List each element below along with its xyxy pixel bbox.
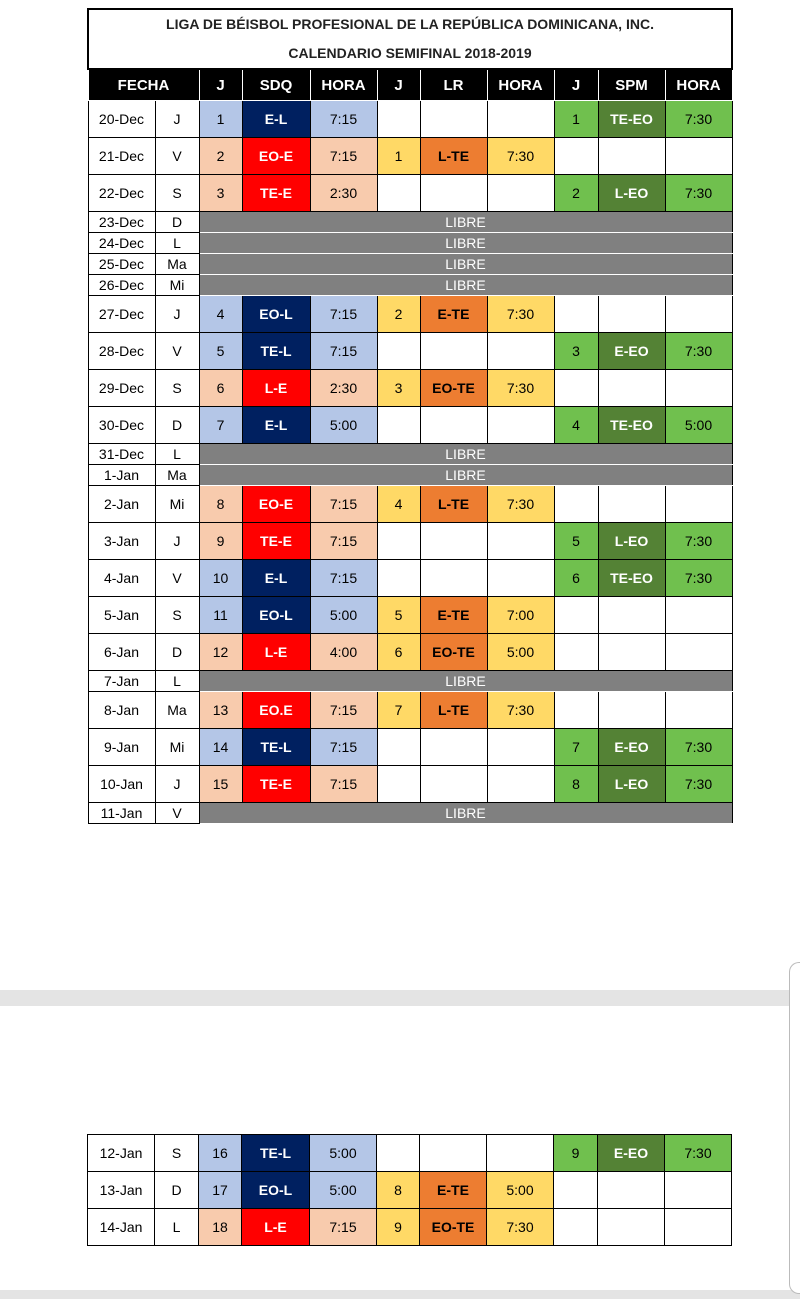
libre-row — [88, 275, 732, 296]
date-cell: 13-Jan — [88, 1172, 155, 1209]
lr-time: 7:00 — [487, 597, 554, 634]
lr-matchup: EO-TE — [420, 370, 487, 407]
sdq-game-number: 3 — [199, 175, 242, 212]
sdq-time: 2:30 — [310, 370, 377, 407]
spm-matchup — [598, 296, 665, 333]
date-cell: 8-Jan — [88, 692, 155, 729]
spm-time — [665, 597, 732, 634]
header-sdq: SDQ — [242, 69, 310, 101]
lr-time — [487, 175, 554, 212]
date-cell: 24-Dec — [88, 233, 155, 254]
sdq-time: 5:00 — [310, 1172, 377, 1209]
lr-matchup — [420, 729, 487, 766]
spm-time — [665, 296, 732, 333]
spm-game-number: 4 — [554, 407, 598, 444]
spm-game-number: 2 — [554, 175, 598, 212]
game-row — [88, 333, 732, 370]
day-cell: V — [155, 560, 199, 597]
date-cell: 20-Dec — [88, 101, 155, 138]
lr-matchup — [420, 333, 487, 370]
sdq-time: 7:15 — [310, 523, 377, 560]
lr-game-number: 6 — [377, 634, 420, 671]
date-cell: 30-Dec — [88, 407, 155, 444]
header-j-sdq: J — [199, 69, 242, 101]
date-cell: 5-Jan — [88, 597, 155, 634]
lr-matchup — [420, 407, 487, 444]
schedule-subtitle: CALENDARIO SEMIFINAL 2018-2019 — [88, 38, 732, 69]
spm-time: 7:30 — [665, 333, 732, 370]
spm-time — [665, 370, 732, 407]
lr-matchup: L-TE — [420, 692, 487, 729]
libre-cell: LIBRE — [199, 275, 732, 296]
header-hora-sdq: HORA — [310, 69, 377, 101]
sdq-game-number: 10 — [199, 560, 242, 597]
sdq-time: 4:00 — [310, 634, 377, 671]
day-cell: L — [155, 1209, 199, 1246]
lr-game-number: 9 — [377, 1209, 420, 1246]
game-row — [88, 634, 732, 671]
lr-time: 5:00 — [487, 634, 554, 671]
lr-game-number: 7 — [377, 692, 420, 729]
spm-game-number — [554, 1209, 598, 1246]
lr-game-number — [377, 101, 420, 138]
spm-game-number: 8 — [554, 766, 598, 803]
lr-game-number — [377, 1135, 420, 1172]
spm-matchup — [598, 597, 665, 634]
day-cell: L — [155, 233, 199, 254]
game-row — [88, 407, 732, 444]
lr-matchup: EO-TE — [420, 1209, 487, 1246]
game-row — [88, 597, 732, 634]
lr-matchup: L-TE — [420, 486, 487, 523]
sdq-matchup: L-E — [242, 370, 310, 407]
lr-time: 7:30 — [487, 370, 554, 407]
spm-matchup — [598, 486, 665, 523]
lr-matchup: E-TE — [420, 1172, 487, 1209]
date-cell: 3-Jan — [88, 523, 155, 560]
sdq-matchup: L-E — [242, 1209, 310, 1246]
spm-matchup: L-EO — [598, 766, 665, 803]
spm-game-number: 6 — [554, 560, 598, 597]
game-row — [88, 729, 732, 766]
spm-matchup — [598, 370, 665, 407]
lr-time — [487, 766, 554, 803]
lr-game-number: 2 — [377, 296, 420, 333]
spm-matchup — [598, 692, 665, 729]
day-cell: S — [155, 1135, 199, 1172]
spm-time: 7:30 — [665, 729, 732, 766]
spm-time: 7:30 — [665, 766, 732, 803]
sdq-matchup: TE-E — [242, 766, 310, 803]
sdq-matchup: EO-L — [242, 296, 310, 333]
day-cell: Mi — [155, 729, 199, 766]
day-cell: V — [155, 333, 199, 370]
spm-time — [665, 1209, 732, 1246]
page-divider-bottom — [0, 1290, 800, 1299]
spm-matchup: L-EO — [598, 175, 665, 212]
spm-matchup — [598, 634, 665, 671]
day-cell: J — [155, 296, 199, 333]
sdq-time: 7:15 — [310, 692, 377, 729]
sdq-time: 7:15 — [310, 333, 377, 370]
sdq-game-number: 13 — [199, 692, 242, 729]
date-cell: 1-Jan — [88, 465, 155, 486]
date-cell: 26-Dec — [88, 275, 155, 296]
header-lr: LR — [420, 69, 487, 101]
sdq-time: 5:00 — [310, 1135, 377, 1172]
sdq-matchup: TE-L — [242, 333, 310, 370]
spm-time — [665, 692, 732, 729]
sdq-time: 7:15 — [310, 560, 377, 597]
sdq-game-number: 12 — [199, 634, 242, 671]
spm-matchup: E-EO — [598, 729, 665, 766]
lr-game-number — [377, 729, 420, 766]
lr-time: 7:30 — [487, 486, 554, 523]
day-cell: V — [155, 803, 199, 824]
game-row — [88, 560, 732, 597]
spm-time: 7:30 — [665, 101, 732, 138]
sdq-matchup: E-L — [242, 407, 310, 444]
sdq-time: 7:15 — [310, 101, 377, 138]
game-row — [88, 101, 732, 138]
game-row — [88, 1135, 732, 1172]
sdq-matchup: L-E — [242, 634, 310, 671]
day-cell: D — [155, 407, 199, 444]
sdq-game-number: 17 — [199, 1172, 242, 1209]
date-cell: 9-Jan — [88, 729, 155, 766]
sdq-game-number: 4 — [199, 296, 242, 333]
game-row — [88, 175, 732, 212]
lr-game-number: 8 — [377, 1172, 420, 1209]
sdq-game-number: 2 — [199, 138, 242, 175]
header-hora-spm: HORA — [665, 69, 732, 101]
spm-matchup: TE-EO — [598, 101, 665, 138]
spm-game-number — [554, 1172, 598, 1209]
lr-matchup: EO-TE — [420, 634, 487, 671]
spm-game-number — [554, 296, 598, 333]
spm-game-number: 5 — [554, 523, 598, 560]
lr-game-number — [377, 523, 420, 560]
day-cell: S — [155, 370, 199, 407]
schedule-table-continued — [87, 1134, 732, 1246]
lr-game-number — [377, 175, 420, 212]
libre-cell: LIBRE — [199, 444, 732, 465]
day-cell: L — [155, 444, 199, 465]
lr-matchup: L-TE — [420, 138, 487, 175]
spm-time — [665, 1172, 732, 1209]
spm-matchup: L-EO — [598, 523, 665, 560]
day-cell: V — [155, 138, 199, 175]
lr-time — [487, 1135, 554, 1172]
libre-row — [88, 444, 732, 465]
date-cell: 25-Dec — [88, 254, 155, 275]
sdq-time: 7:15 — [310, 766, 377, 803]
side-scroll-frame — [789, 962, 800, 1294]
lr-game-number — [377, 560, 420, 597]
spm-matchup: TE-EO — [598, 407, 665, 444]
spm-game-number — [554, 370, 598, 407]
lr-game-number — [377, 766, 420, 803]
lr-time — [487, 407, 554, 444]
date-cell: 12-Jan — [88, 1135, 155, 1172]
spm-game-number: 7 — [554, 729, 598, 766]
day-cell: D — [155, 1172, 199, 1209]
game-row — [88, 296, 732, 333]
spm-matchup: TE-EO — [598, 560, 665, 597]
libre-row — [88, 803, 732, 824]
game-row — [88, 1172, 732, 1209]
date-cell: 28-Dec — [88, 333, 155, 370]
lr-game-number: 4 — [377, 486, 420, 523]
lr-game-number: 1 — [377, 138, 420, 175]
spm-game-number: 3 — [554, 333, 598, 370]
day-cell: L — [155, 671, 199, 692]
spm-game-number — [554, 138, 598, 175]
sdq-time: 5:00 — [310, 597, 377, 634]
sdq-time: 2:30 — [310, 175, 377, 212]
sdq-game-number: 8 — [199, 486, 242, 523]
sdq-matchup: E-L — [242, 101, 310, 138]
header-j-spm: J — [554, 69, 598, 101]
sdq-matchup: EO-E — [242, 138, 310, 175]
lr-time — [487, 523, 554, 560]
spm-matchup — [598, 138, 665, 175]
header-fecha: FECHA — [88, 69, 199, 101]
game-row — [88, 766, 732, 803]
date-cell: 7-Jan — [88, 671, 155, 692]
spm-time — [665, 634, 732, 671]
libre-row — [88, 212, 732, 233]
spm-time — [665, 486, 732, 523]
day-cell: J — [155, 101, 199, 138]
sdq-game-number: 5 — [199, 333, 242, 370]
date-cell: 29-Dec — [88, 370, 155, 407]
lr-time: 7:30 — [487, 1209, 554, 1246]
sdq-matchup: EO-E — [242, 486, 310, 523]
game-row — [88, 692, 732, 729]
date-cell: 23-Dec — [88, 212, 155, 233]
date-cell: 14-Jan — [88, 1209, 155, 1246]
header-hora-lr: HORA — [487, 69, 554, 101]
sdq-matchup: TE-L — [242, 1135, 310, 1172]
lr-time: 5:00 — [487, 1172, 554, 1209]
date-cell: 21-Dec — [88, 138, 155, 175]
sdq-game-number: 11 — [199, 597, 242, 634]
libre-cell: LIBRE — [199, 233, 732, 254]
sdq-game-number: 18 — [199, 1209, 242, 1246]
lr-matchup — [420, 766, 487, 803]
sdq-matchup: EO-L — [242, 1172, 310, 1209]
date-cell: 6-Jan — [88, 634, 155, 671]
spm-game-number: 9 — [554, 1135, 598, 1172]
spm-matchup — [598, 1172, 665, 1209]
date-cell: 2-Jan — [88, 486, 155, 523]
spm-time: 7:30 — [665, 523, 732, 560]
day-cell: S — [155, 597, 199, 634]
lr-time — [487, 333, 554, 370]
day-cell: J — [155, 523, 199, 560]
day-cell: Ma — [155, 465, 199, 486]
libre-row — [88, 671, 732, 692]
day-cell: D — [155, 634, 199, 671]
spm-matchup — [598, 1209, 665, 1246]
sdq-time: 7:15 — [310, 138, 377, 175]
sdq-matchup: EO.E — [242, 692, 310, 729]
day-cell: J — [155, 766, 199, 803]
spm-matchup: E-EO — [598, 333, 665, 370]
lr-time: 7:30 — [487, 296, 554, 333]
libre-cell: LIBRE — [199, 254, 732, 275]
libre-cell: LIBRE — [199, 465, 732, 486]
lr-matchup — [420, 175, 487, 212]
day-cell: D — [155, 212, 199, 233]
libre-cell: LIBRE — [199, 803, 732, 824]
sdq-time: 7:15 — [310, 296, 377, 333]
game-row — [88, 486, 732, 523]
schedule-table — [87, 8, 733, 824]
sdq-game-number: 9 — [199, 523, 242, 560]
sdq-game-number: 15 — [199, 766, 242, 803]
spm-time: 7:30 — [665, 1135, 732, 1172]
sdq-matchup: E-L — [242, 560, 310, 597]
league-title: LIGA DE BÉISBOL PROFESIONAL DE LA REPÚBLICA DOMINICANA, INC. — [88, 9, 732, 38]
libre-cell: LIBRE — [199, 671, 732, 692]
day-cell: S — [155, 175, 199, 212]
lr-time: 7:30 — [487, 138, 554, 175]
libre-cell: LIBRE — [199, 212, 732, 233]
spm-game-number — [554, 634, 598, 671]
lr-matchup — [420, 523, 487, 560]
lr-matchup — [420, 1135, 487, 1172]
sdq-time: 7:15 — [310, 729, 377, 766]
date-cell: 27-Dec — [88, 296, 155, 333]
day-cell: Ma — [155, 254, 199, 275]
game-row — [88, 370, 732, 407]
spm-time: 5:00 — [665, 407, 732, 444]
spm-time: 7:30 — [665, 560, 732, 597]
sdq-game-number: 14 — [199, 729, 242, 766]
lr-game-number: 5 — [377, 597, 420, 634]
lr-matchup — [420, 101, 487, 138]
game-row — [88, 138, 732, 175]
spm-matchup: E-EO — [598, 1135, 665, 1172]
header-row — [88, 69, 732, 101]
sdq-time: 7:15 — [310, 1209, 377, 1246]
lr-time — [487, 729, 554, 766]
sdq-matchup: TE-L — [242, 729, 310, 766]
header-j-lr: J — [377, 69, 420, 101]
lr-time: 7:30 — [487, 692, 554, 729]
sdq-time: 5:00 — [310, 407, 377, 444]
spm-time — [665, 138, 732, 175]
header-spm: SPM — [598, 69, 665, 101]
date-cell: 10-Jan — [88, 766, 155, 803]
sdq-matchup: TE-E — [242, 523, 310, 560]
lr-matchup: E-TE — [420, 296, 487, 333]
sdq-game-number: 16 — [199, 1135, 242, 1172]
spm-game-number — [554, 692, 598, 729]
libre-row — [88, 233, 732, 254]
sdq-game-number: 1 — [199, 101, 242, 138]
spm-time: 7:30 — [665, 175, 732, 212]
lr-matchup — [420, 560, 487, 597]
spm-game-number: 1 — [554, 101, 598, 138]
sdq-time: 7:15 — [310, 486, 377, 523]
spm-game-number — [554, 597, 598, 634]
game-row — [88, 1209, 732, 1246]
libre-row — [88, 254, 732, 275]
game-row — [88, 523, 732, 560]
sdq-game-number: 6 — [199, 370, 242, 407]
day-cell: Mi — [155, 486, 199, 523]
lr-matchup: E-TE — [420, 597, 487, 634]
lr-time — [487, 560, 554, 597]
libre-row — [88, 465, 732, 486]
sdq-game-number: 7 — [199, 407, 242, 444]
date-cell: 31-Dec — [88, 444, 155, 465]
lr-game-number: 3 — [377, 370, 420, 407]
sdq-matchup: EO-L — [242, 597, 310, 634]
lr-game-number — [377, 333, 420, 370]
spm-game-number — [554, 486, 598, 523]
sdq-matchup: TE-E — [242, 175, 310, 212]
day-cell: Ma — [155, 692, 199, 729]
date-cell: 11-Jan — [88, 803, 155, 824]
lr-game-number — [377, 407, 420, 444]
date-cell: 22-Dec — [88, 175, 155, 212]
day-cell: Mi — [155, 275, 199, 296]
date-cell: 4-Jan — [88, 560, 155, 597]
lr-time — [487, 101, 554, 138]
page-divider — [0, 990, 800, 1006]
